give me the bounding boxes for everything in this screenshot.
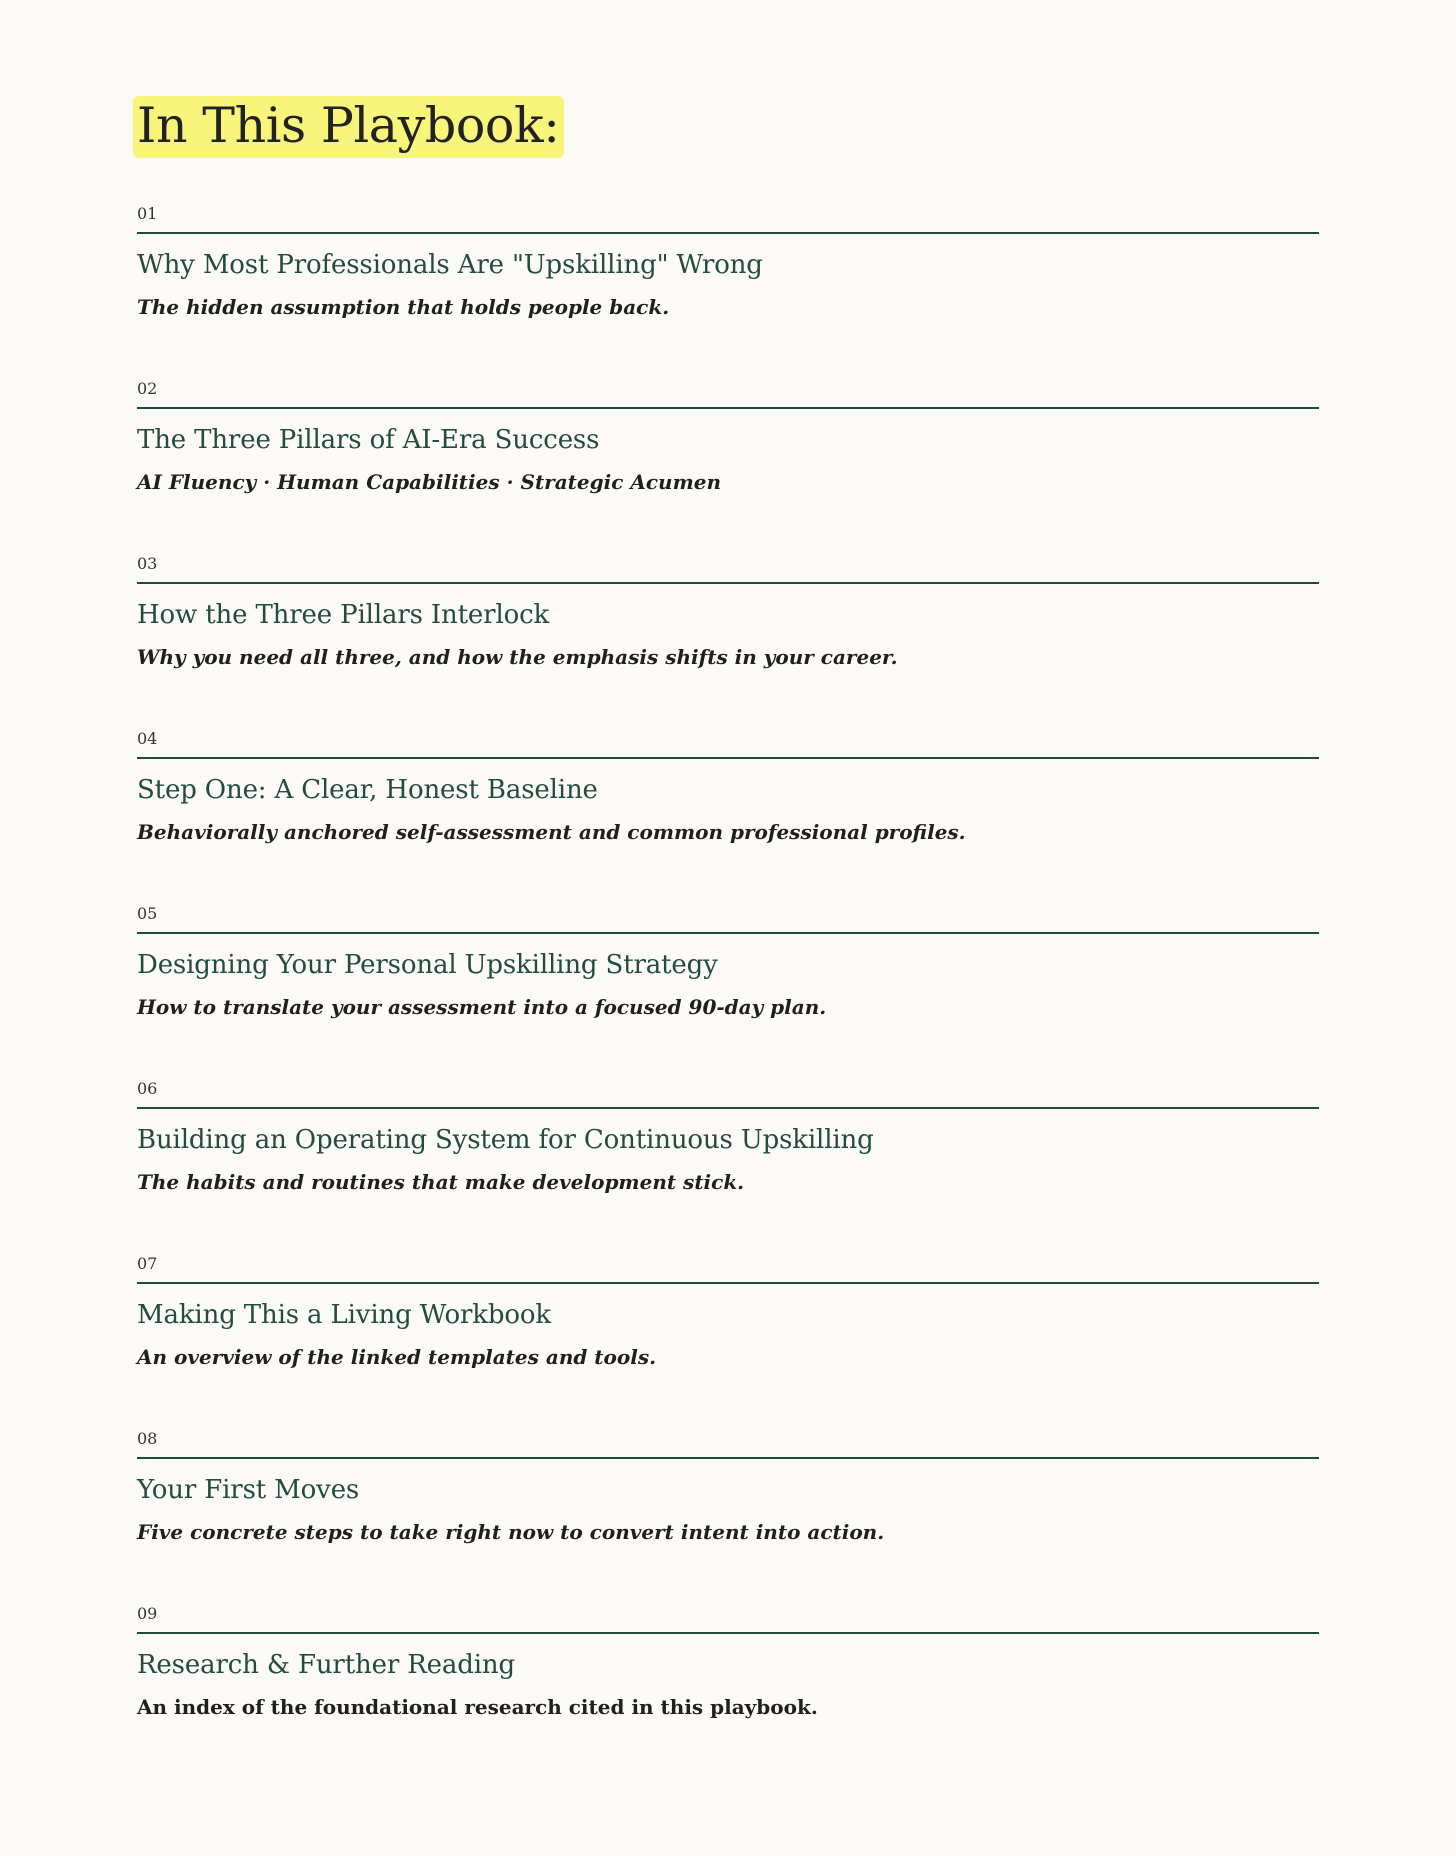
section-divider bbox=[137, 582, 1319, 584]
section-divider bbox=[137, 1632, 1319, 1634]
toc-entry-subtitle: Why you need all three, and how the emphasis shifts in your career. bbox=[137, 644, 898, 669]
toc-entry-04[interactable] bbox=[137, 728, 1319, 906]
toc-entry-07[interactable] bbox=[137, 1253, 1319, 1431]
toc-entry-number: 06 bbox=[137, 1078, 158, 1098]
toc-entry-03[interactable] bbox=[137, 553, 1319, 731]
toc-entry-title[interactable]: Why Most Professionals Are "Upskilling" Wrong bbox=[137, 249, 763, 280]
toc-entry-number: 03 bbox=[137, 553, 158, 573]
section-divider bbox=[137, 1107, 1319, 1109]
section-divider bbox=[137, 1457, 1319, 1459]
toc-entry-title[interactable]: Making This a Living Workbook bbox=[137, 1299, 552, 1330]
toc-entry-subtitle: How to translate your assessment into a focused 90-day plan. bbox=[137, 994, 827, 1019]
toc-entry-02[interactable] bbox=[137, 378, 1319, 556]
toc-entry-09[interactable] bbox=[137, 1603, 1319, 1781]
toc-entry-title[interactable]: Designing Your Personal Upskilling Strategy bbox=[137, 949, 718, 980]
toc-entry-title[interactable]: Step One: A Clear, Honest Baseline bbox=[137, 774, 598, 805]
toc-entry-number: 05 bbox=[137, 903, 158, 923]
toc-entry-number: 09 bbox=[137, 1603, 158, 1623]
toc-entry-number: 07 bbox=[137, 1253, 158, 1273]
toc-entry-08[interactable] bbox=[137, 1428, 1319, 1606]
section-divider bbox=[137, 1282, 1319, 1284]
toc-entry-01[interactable] bbox=[137, 203, 1319, 381]
page-title-highlight bbox=[133, 96, 564, 158]
toc-entry-subtitle: AI Fluency · Human Capabilities · Strategic Acumen bbox=[137, 469, 722, 494]
toc-entry-title[interactable]: Research & Further Reading bbox=[137, 1649, 516, 1680]
toc-entry-number: 02 bbox=[137, 378, 158, 398]
toc-entry-number: 04 bbox=[137, 728, 158, 748]
toc-entry-subtitle: An overview of the linked templates and tools. bbox=[137, 1344, 657, 1369]
playbook-contents-page bbox=[137, 96, 1319, 1781]
toc-entry-number: 01 bbox=[137, 203, 158, 223]
section-divider bbox=[137, 757, 1319, 759]
page-title: In This Playbook: bbox=[137, 97, 560, 154]
section-divider bbox=[137, 932, 1319, 934]
toc-entry-05[interactable] bbox=[137, 903, 1319, 1081]
table-of-contents bbox=[137, 203, 1319, 1781]
toc-entry-title[interactable]: Your First Moves bbox=[137, 1474, 360, 1505]
toc-entry-subtitle: The hidden assumption that holds people back. bbox=[137, 294, 670, 319]
toc-entry-06[interactable] bbox=[137, 1078, 1319, 1256]
toc-entry-subtitle: Five concrete steps to take right now to convert intent into action. bbox=[137, 1519, 885, 1544]
section-divider bbox=[137, 407, 1319, 409]
toc-entry-subtitle: Behaviorally anchored self-assessment and common professional profiles. bbox=[137, 819, 966, 844]
section-divider bbox=[137, 232, 1319, 234]
toc-entry-subtitle: An index of the foundational research cited in this playbook. bbox=[137, 1694, 818, 1719]
toc-entry-title[interactable]: Building an Operating System for Continuous Upskilling bbox=[137, 1124, 874, 1155]
toc-entry-title[interactable]: The Three Pillars of AI-Era Success bbox=[137, 424, 600, 455]
toc-entry-subtitle: The habits and routines that make development stick. bbox=[137, 1169, 745, 1194]
toc-entry-number: 08 bbox=[137, 1428, 158, 1448]
toc-entry-title[interactable]: How the Three Pillars Interlock bbox=[137, 599, 550, 630]
